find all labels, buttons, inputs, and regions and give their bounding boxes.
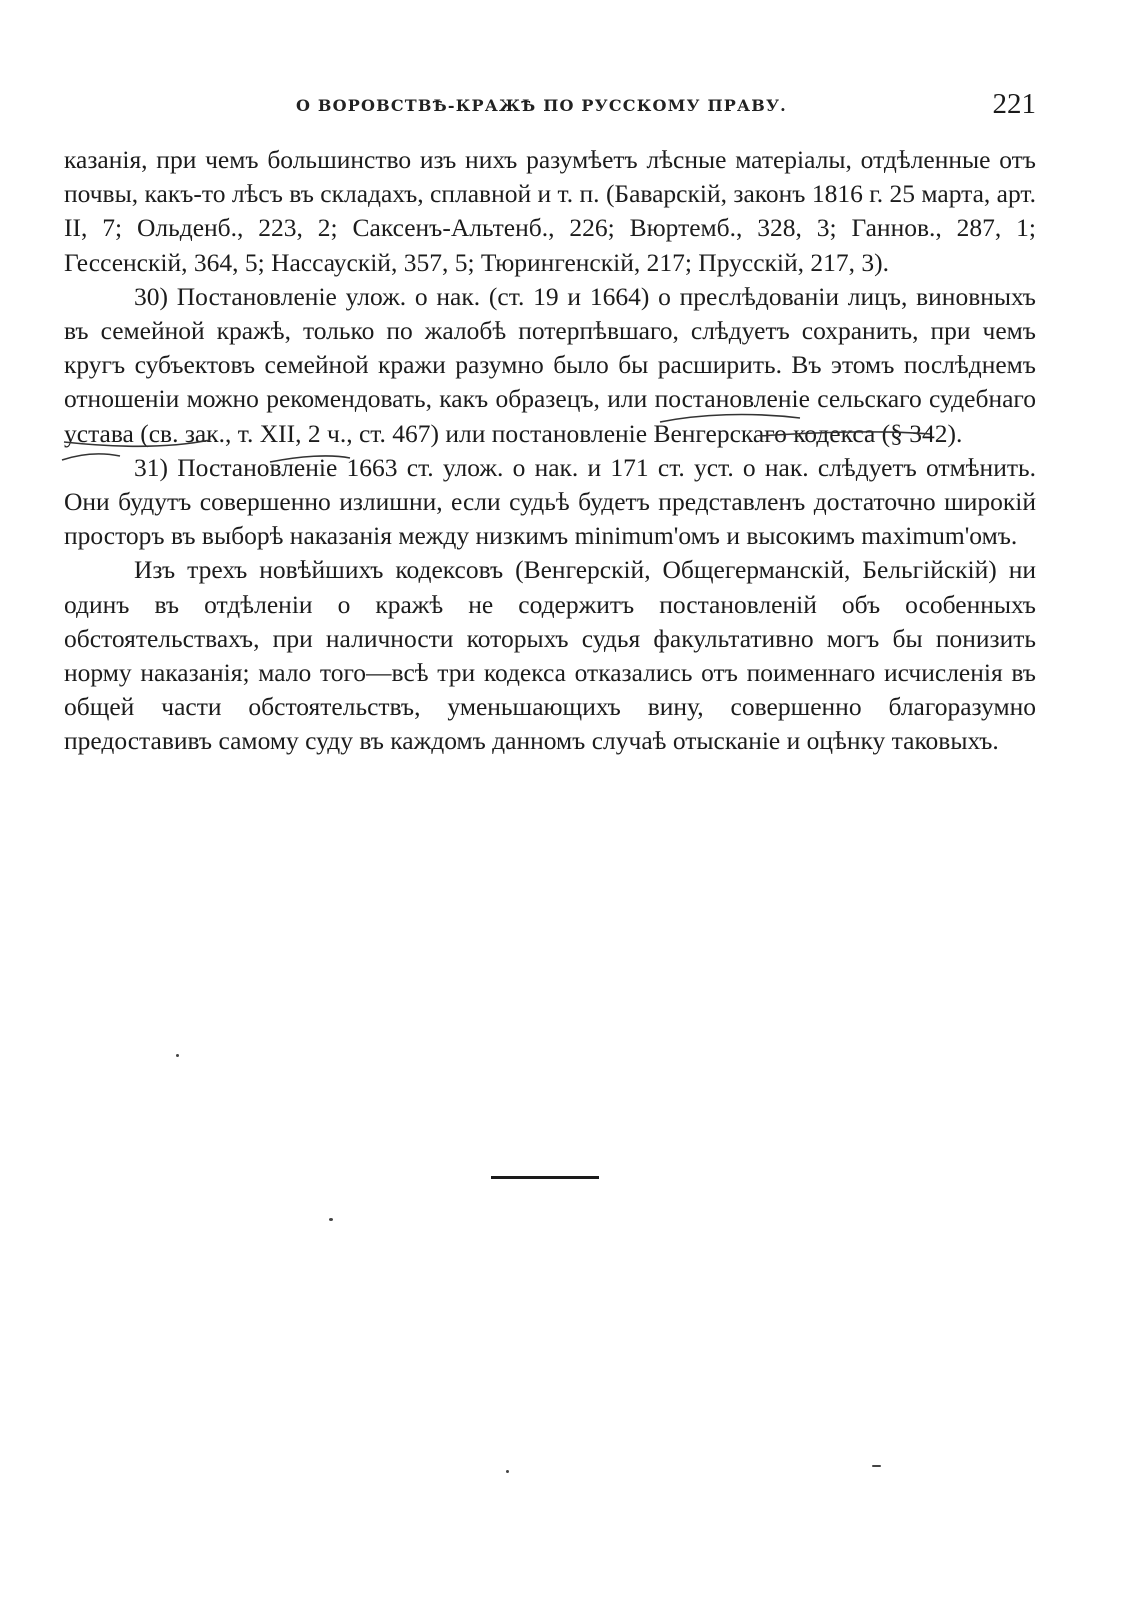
paragraph-30: 30) Постановленіе улож. о нак. (ст. 19 и 1664) о преслѣдованіи лицъ, виновныхъ въ семейной кражѣ, только по жалобѣ потерпѣвшаго, слѣдуетъ сохранить, при чемъ кругъ субъектовъ семейной кражи разумно было бы расширить. Въ этомъ послѣднемъ отношеніи можно рекомендовать, какъ образецъ, или постановленіе сельскаго судебнаго устава (св. зак., т. XII, 2 ч., ст. 467) или постановленіе Венгерскаго кодекса (§ 342). — [64, 281, 1036, 448]
paragraph-continued: казанія, при чемъ большинство изъ нихъ разумѣетъ лѣсные матеріалы, отдѣленные отъ почвы, какъ-то лѣсъ въ складахъ, сплавной и т. п. (Баварскій, законъ 1816 г. 25 марта, арт. II, 7; Ольденб., 223, 2; Саксенъ-Альтенб., 226; Вюртемб., 328, 3; Ганнов., 287, 1; Гессенскій, 364, 5; Нассаускій, 357, 5; Тюрингенскій, 217; Прусскій, 217, 3). — [64, 145, 1036, 277]
paragraph-closing: Изъ трехъ новѣйшихъ кодексовъ (Венгерскій, Общегерманскій, Бельгійскій) ни одинъ въ отдѣленіи о кражѣ не содержитъ постановленій объ особенныхъ обстоятельствахъ, при наличности которыхъ судья факультативно могъ бы понизить норму наказанія; мало того—всѣ три кодекса отказались отъ поименнаго исчисленія въ общей части обстоятельствъ, уменьшающихъ вину, совершенно благоразумно предоставивъ самому суду въ каждомъ данномъ случаѣ отысканіе и оцѣнку таковыхъ. — [64, 555, 1036, 756]
print-speck — [872, 1465, 881, 1467]
page-header — [64, 88, 1036, 128]
running-title: О ВОРОВСТВѢ-КРАЖѢ ПО РУССКОМУ ПРАВУ. — [296, 96, 787, 115]
paragraph-31: 31) Постановленіе 1663 ст. улож. о нак. и 171 ст. уст. о нак. слѣдуетъ отмѣнить. Они будутъ совершенно излишни, если судьѣ будетъ представленъ достаточно широкій просторъ въ выборѣ наказанія между низкимъ minimum'омъ и высокимъ maximum'омъ. — [64, 452, 1036, 551]
section-end-rule — [491, 1176, 599, 1179]
print-speck — [176, 1054, 179, 1057]
page-number: 221 — [992, 88, 1036, 120]
print-speck — [506, 1470, 509, 1473]
print-speck — [329, 1218, 333, 1221]
body-text — [64, 143, 1036, 759]
